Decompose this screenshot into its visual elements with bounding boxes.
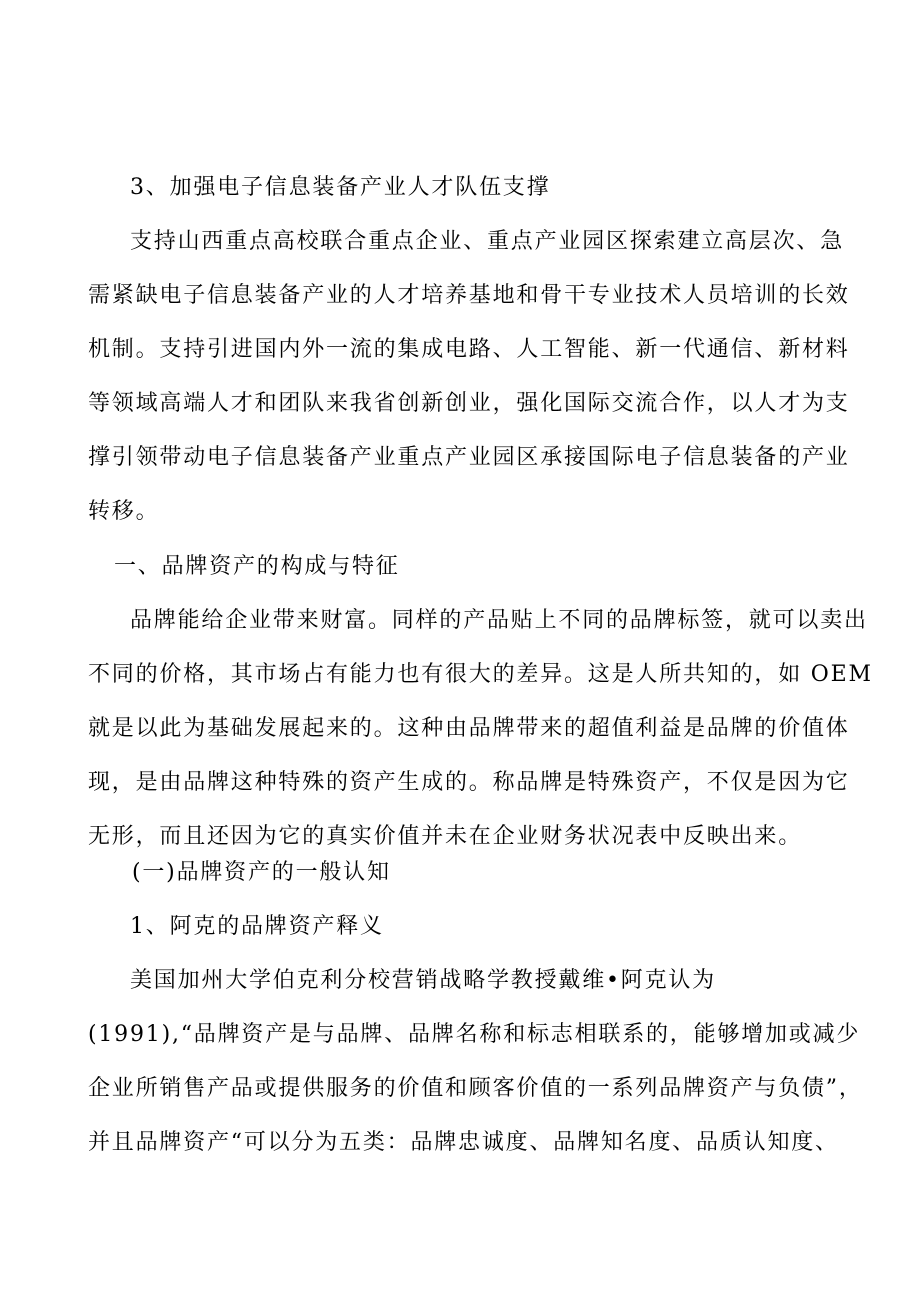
- paragraph-line: 撑引领带动电子信息装备产业重点产业园区承接国际电子信息装备的产业: [88, 445, 850, 470]
- paragraph-line: 就是以此为基础发展起来的。这种由品牌带来的超值利益是品牌的价值体: [88, 716, 850, 741]
- paragraph-line: 机制。支持引进国内外一流的集成电路、人工智能、新一代通信、新材料: [88, 337, 850, 362]
- paragraph-line: 企业所销售产品或提供服务的价值和顾客价值的一系列品牌资产与负债”，: [88, 1076, 863, 1101]
- section-heading: 3、加强电子信息装备产业人才队伍支撑: [130, 175, 551, 200]
- paragraph-line: 需紧缺电子信息装备产业的人才培养基地和骨干专业技术人员培训的长效: [88, 283, 850, 308]
- item-heading: 1、阿克的品牌资产释义: [130, 914, 384, 939]
- paragraph-line: 并且品牌资产“可以分为五类：品牌忠诚度、品牌知名度、品质认知度、: [88, 1130, 839, 1155]
- paragraph-line: 等领域高端人才和团队来我省创新创业，强化国际交流合作，以人才为支: [88, 391, 850, 416]
- paragraph-line: 无形，而且还因为它的真实价值并未在企业财务状况表中反映出来。: [88, 824, 803, 849]
- paragraph-line: 支持山西重点高校联合重点企业、重点产业园区探索建立高层次、急: [130, 229, 845, 254]
- paragraph-line: 现，是由品牌这种特殊的资产生成的。称品牌是特殊资产，不仅是因为它: [88, 770, 850, 795]
- subsection-heading: (一)品牌资产的一般认知: [132, 860, 391, 885]
- paragraph-line: 不同的价格，其市场占有能力也有很大的差异。这是人所共知的，如 OEM: [88, 662, 873, 687]
- paragraph-line: 转移。: [88, 499, 160, 524]
- paragraph-line: 美国加州大学伯克利分校营销战略学教授戴维•阿克认为: [130, 968, 716, 993]
- paragraph-line: 品牌能给企业带来财富。同样的产品贴上不同的品牌标签，就可以卖出: [130, 608, 868, 633]
- paragraph-line: (1991),“品牌资产是与品牌、品牌名称和标志相联系的，能够增加或减少: [88, 1022, 861, 1047]
- chapter-heading: 一、品牌资产的构成与特征: [114, 554, 400, 579]
